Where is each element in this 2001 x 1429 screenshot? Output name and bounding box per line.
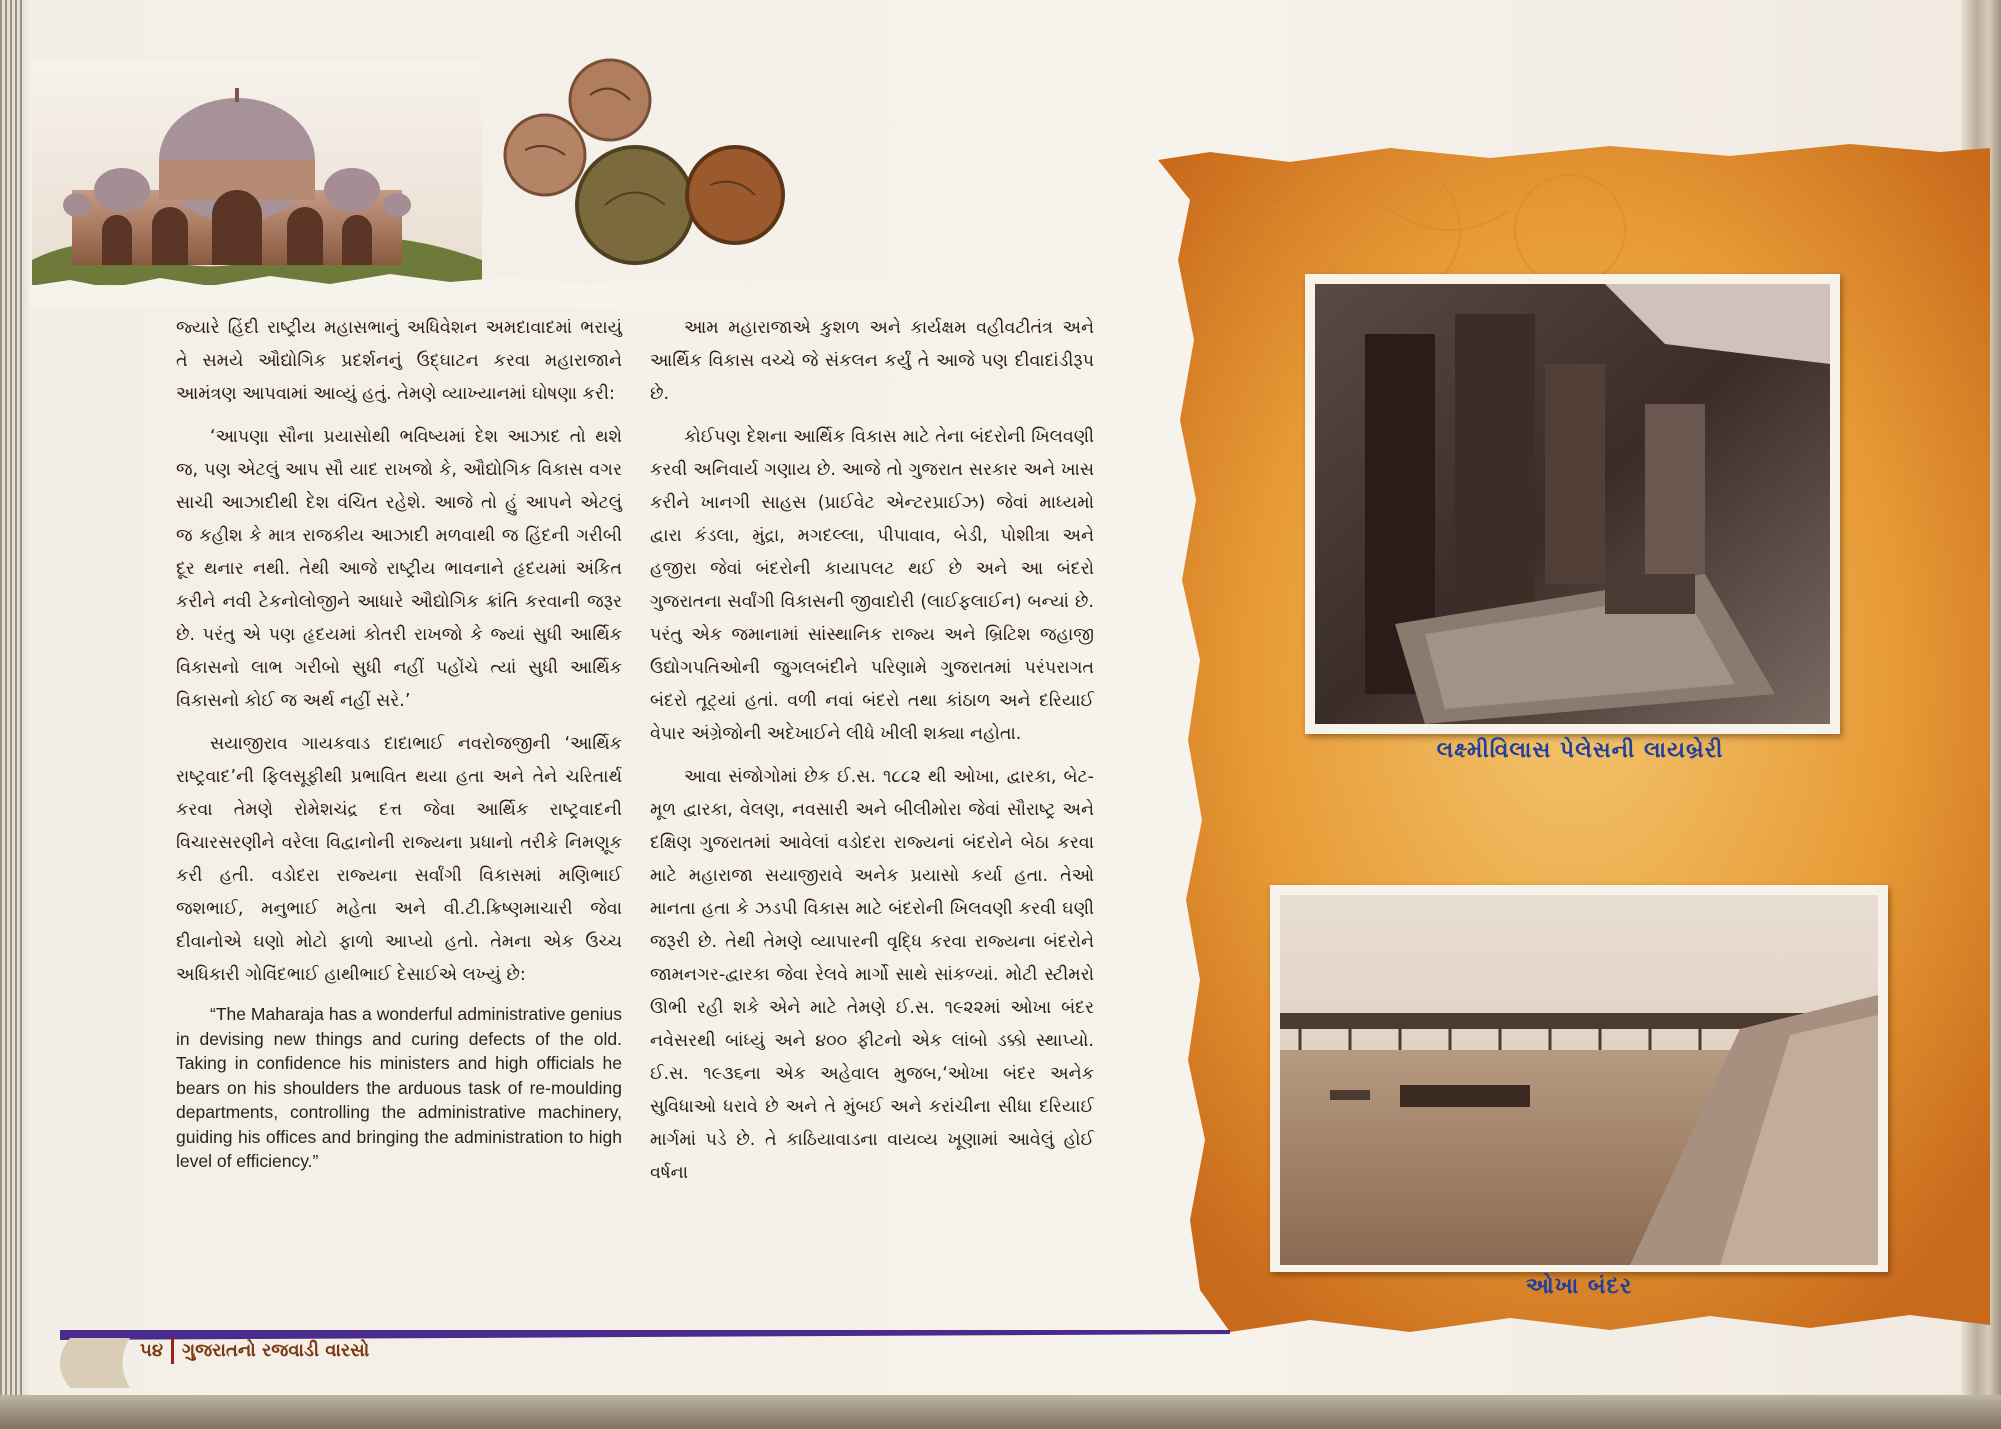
monument-illustration (32, 60, 482, 285)
footer-divider (171, 1338, 174, 1364)
caption-library: લક્ષ્મીવિલાસ પેલેસની લાયબ્રેરી (1436, 738, 1724, 763)
coins-illustration (495, 55, 795, 295)
page-edges (0, 0, 22, 1429)
paragraph: આવા સંજોગોમાં છેક ઈ.સ. ૧૮૮૨ થી ઓખા, દ્વારકા, બેટ-મૂળ દ્વારકા, વેલણ, નવસારી અને બીલીમોરા જેવાં સૌરાષ્ટ્ર અને દક્ષિણ ગુજરાતમાં આવેલાં વડોદરા રાજ્યનાં બંદરોને બેઠા કરવા માટે મહારાજા સયાજીરાવે અનેક પ્રયાસો કર્યા હતા. તેઓ માનતા હતા કે ઝડપી વિકાસ માટે બંદરોની ખિલવણી કરવી ઘણી જરૂરી છે. તેથી તેમણે વ્યાપારની વૃદ્ધિ કરવા રાજ્યના બંદરોને જામનગર-દ્વારકા જેવા રેલવે માર્ગો સાથે સાંકળ્યાં. મોટી સ્ટીમરો ઊભી રહી શકે એને માટે તેમણે ઈ.સ. ૧૯૨૨માં ઓખા બંદર નવેસરથી બાંધ્યું અને ૪૦૦ ફીટનો એક લાંબો ડક્કો સ્થાપ્યો. ઈ.સ. ૧૯૩૬ના એક અહેવાલ મુજબ,‘ઓખા બંદર અનેક સુવિધાઓ ધરાવે છે અને તે મુંબઈ અને કરાંચીના સીધા દરિયાઈ માર્ગમાં પડે છે. તે કાઠિયાવાડના વાયવ્ય ખૂણામાં આવેલું હોઈ વર્ષના (650, 767, 1094, 1183)
torn-paper-edge (30, 268, 1240, 308)
paragraph-quote-gujarati: ‘આપણા સૌના પ્રયાસોથી ભવિષ્યમાં દેશ આઝાદ તો થશે જ, પણ એટલું આપ સૌ યાદ રાખજો કે, ઔદ્યોગિક વિકાસ વગર સાચી આઝાદીથી દેશ વંચિત રહેશે. આજે તો હું આપને એટલું જ કહીશ કે માત્ર રાજકીય આઝાદી મળવાથી જ હિંદની ગરીબી દૂર થનાર નથી. તેથી આજે રાષ્ટ્રીય ભાવનાને હૃદયમાં અંકિત કરીને નવી ટેકનોલોજીને આધારે ઔદ્યોગિક ક્રાંતિ કરવાની જરૂર છે. પરંતુ એ પણ હૃદયમાં કોતરી રાખજો કે જ્યાં સુધી આર્થિક વિકાસનો લાભ ગરીબો સુધી નહીં પહોંચે ત્યાં સુધી આર્થિક વિકાસનો કોઈ જ અર્થ નહીં સરે.’ (176, 427, 622, 711)
text-column-middle (650, 312, 1094, 1200)
paragraph: જ્યારે હિંદી રાષ્ટ્રીય મહાસભાનું અધિવેશન અમદાવાદમાં ભરાયું તે સમયે ઔદ્યોગિક પ્રદર્શનનું ઉદ્ઘાટન કરવા મહારાજાને આમંત્રણ આપવામાં આવ્યું હતું. તેમણે વ્યાખ્યાનમાં ઘોષણા કરી: (176, 318, 622, 404)
text-column-left (176, 312, 622, 1184)
paragraph: સયાજીરાવ ગાયકવાડ દાદાભાઈ નવરોજજીની ‘આર્થિક રાષ્ટ્રવાદ’ની ફિલસૂફીથી પ્રભાવિત થયા હતા અને તેને ચરિતાર્થ કરવા તેમણે રોમેશચંદ્ર દત્ત જેવા આર્થિક રાષ્ટ્રવાદની વિચારસરણીને વરેલા વિદ્વાનોની રાજ્યના પ્રધાનો તરીકે નિમણૂક કરી હતી. વડોદરા રાજ્યના સર્વાંગી વિકાસમાં મણિભાઈ જશભાઈ, મનુભાઈ મહેતા અને વી.ટી.ક્રિષ્ણમાચારી જેવા દીવાનોએ ઘણો મોટો ફાળો આપ્યો હતો. તેમના એક ઉચ્ચ અધિકારી ગોવિંદભાઈ હાથીભાઈ દેસાઈએ લખ્યું છે: (176, 734, 622, 985)
page-number: ૫૪ (140, 1340, 163, 1361)
library-photo-image (1305, 274, 1840, 734)
photo-okha-port (1270, 885, 1888, 1272)
okha-port-photo-image (1270, 885, 1888, 1272)
paragraph: આમ મહારાજાએ કુશળ અને કાર્યક્ષમ વહીવટીતંત્ર અને આર્થિક વિકાસ વચ્ચે જે સંકલન કર્યું તે આજે પણ દીવાદાંડીરૂપ છે. (650, 318, 1094, 404)
page-footer (140, 1338, 369, 1364)
paragraph: કોઈપણ દેશના આર્થિક વિકાસ માટે તેના બંદરોની ખિલવણી કરવી અનિવાર્ય ગણાય છે. આજે તો ગુજરાત સરકાર અને ખાસ કરીને ખાનગી સાહસ (પ્રાઈવેટ એન્ટરપ્રાઈઝ) જેવાં માધ્યમો દ્વારા કંડલા, મુંદ્રા, મગદલ્લા, પીપાવાવ, બેડી, પોશીત્રા અને હજીરા જેવાં બંદરોની કાયાપલટ થઈ છે અને આ બંદરો ગુજરાતના સર્વાંગી વિકાસની જીવાદોરી (લાઈફલાઈન) બન્યાં છે. પરંતુ એક જમાનામાં સાંસ્થાનિક રાજ્ય અને બ્રિટિશ જહાજી ઉદ્યોગપતિઓની જુગલબંદીને પરિણામે ગુજરાતમાં પરંપરાગત બંદરો તૂટ્યાં હતાં. વળી નવાં બંદરો તથા કાંઠાળ અને દરિયાઈ વેપાર અંગ્રેજોની અદેખાઈને લીધે ખીલી શક્યા નહોતા. (650, 427, 1094, 744)
caption-okha-port: ઓખા બંદર (1525, 1274, 1633, 1299)
paragraph-quote-english: “The Maharaja has a wonderful administrative genius in devising new things and curing defects of the old. Taking in confidence his ministers and high officials he bears on his shoulders the arduous task of re-moulding departments, controlling the administrative machinery, guiding his offices and bringing the administration to high level of efficiency.” (176, 1004, 622, 1171)
book-title: ગુજરાતનો રજવાડી વારસો (182, 1340, 370, 1361)
photo-library (1305, 274, 1840, 734)
book-bottom-edge (0, 1395, 2001, 1429)
